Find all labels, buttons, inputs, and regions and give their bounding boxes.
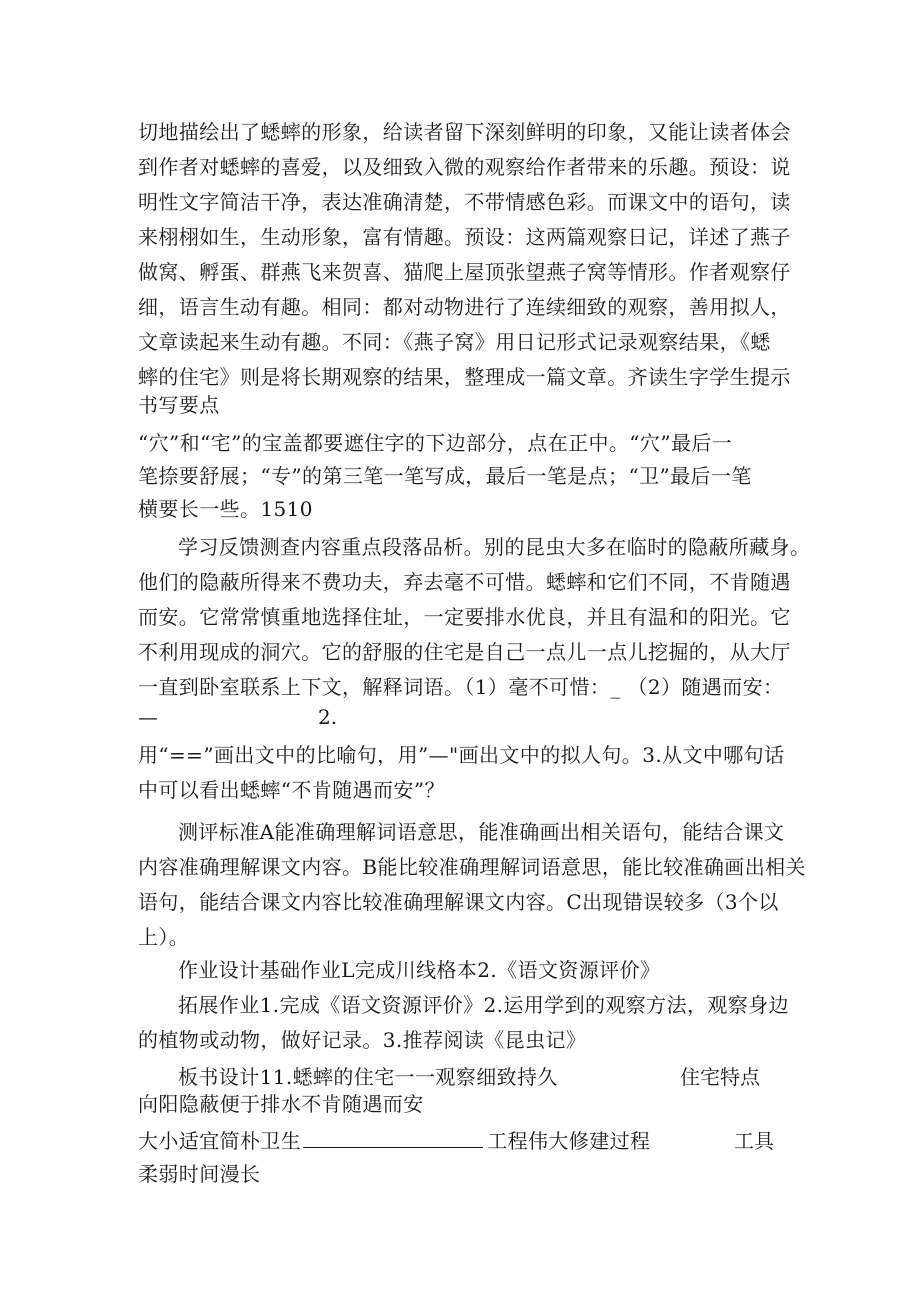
text-line: “穴”和“宅”的宝盖都要遮住字的下边部分，点在正中。“穴”最后一 (138, 431, 733, 455)
text-line: 书写要点 (138, 393, 220, 417)
text-line: 文章读起来生动有趣。不同：《燕子窝》用日记形式记录观察结果，《蟋 (138, 330, 771, 354)
paragraph-line: 学习反馈测查内容重点段落品析。别的昆虫大多在临时的隐蔽所藏身。 (178, 535, 811, 559)
text-line: 切地描绘出了蟋蟀的形象，给读者留下深刻鲜明的印象，又能让读者体会 (138, 120, 791, 144)
text-line: 而安。它常常慎重地选择住址，一定要排水优良，并且有温和的阳光。它 (138, 605, 791, 629)
text-line: 用“==”画出文中的比喻句，用”—"画出文中的拟人句。3.从文中哪句话 (138, 743, 785, 767)
text-line: 到作者对蟋蟀的喜爱，以及细致入微的观察给作者带来的乐趣。预设：说 (138, 155, 791, 179)
board-label: 工具 (734, 1129, 774, 1153)
board-text: 大小适宜简朴卫生 (138, 1129, 302, 1153)
text-line: 蟀的住宅》则是将长期观察的结果，整理成一篇文章。齐读生字学生提示 (138, 365, 791, 389)
paragraph-line: 作业设计基础作业L完成川线格本2.《语文资源评价》 (178, 958, 661, 982)
text-line: 中可以看出蟋蟀“不肯随遇而安”？ (138, 778, 445, 802)
text-line: 做窝、孵蛋、群燕飞来贺喜、猫爬上屋顶张望燕子窝等情形。作者观察仔 (138, 260, 791, 284)
text-line: 向阳隐蔽便于排水不肯随遇而安 (138, 1092, 424, 1116)
text-line: 柔弱时间漫长 (138, 1162, 261, 1186)
text-line: 不利用现成的洞穴。它的舒服的住宅是自己一点儿一点儿挖掘的，从大厅 (138, 640, 791, 664)
paragraph-line: 拓展作业1.完成《语文资源评价》2.运用学到的观察方法，观察身边 (178, 993, 789, 1017)
text-line: 一直到卧室联系上下文，解释词语。（1）毫不可惜：_ （2）随遇而安： (138, 675, 784, 699)
paragraph-line: 板书设计11.蟋蟀的住宅一一观察细致持久 (178, 1065, 558, 1089)
text-line: 的植物或动物，做好记录。3.推荐阅读《昆虫记》 (138, 1028, 587, 1052)
text-line: 上）。 (138, 925, 190, 949)
underline-blank (303, 1129, 483, 1148)
board-text: 工程伟大修建过程 (487, 1129, 651, 1153)
text-line: 横要长一些。1510 (138, 497, 313, 521)
text-line: 来栩栩如生，生动形象，富有情趣。预设：这两篇观察日记，详述了燕子 (138, 225, 791, 249)
blank-mark: — (138, 705, 159, 729)
text-line: 明性文字简洁干净，表达准确清楚，不带情感色彩。而课文中的语句，读 (138, 190, 791, 214)
question-number: 2. (318, 705, 338, 729)
text-line: 笔捺要舒展；“专”的第三笔一笔写成，最后一笔是点；“卫”最后一笔 (138, 464, 752, 488)
board-line (138, 1127, 650, 1155)
text-line: 语句，能结合课文内容比较准确理解课文内容。C出现错误较多（3个以 (138, 890, 779, 914)
board-label: 住宅特点 (680, 1065, 760, 1089)
text-line: 细，语言生动有趣。相同：都对动物进行了连续细致的观察，善用拟人， (138, 295, 791, 319)
paragraph-line: 测评标准A能准确理解词语意思，能准确画出相关语句，能结合课文 (178, 820, 785, 844)
text-line: 他们的隐蔽所得来不费功夫，弃去毫不可惜。蟋蟀和它们不同，不肯随遇 (138, 570, 791, 594)
text-line: 内容准确理解课文内容。B能比较准确理解词语意思，能比较准确画出相关 (138, 855, 806, 879)
